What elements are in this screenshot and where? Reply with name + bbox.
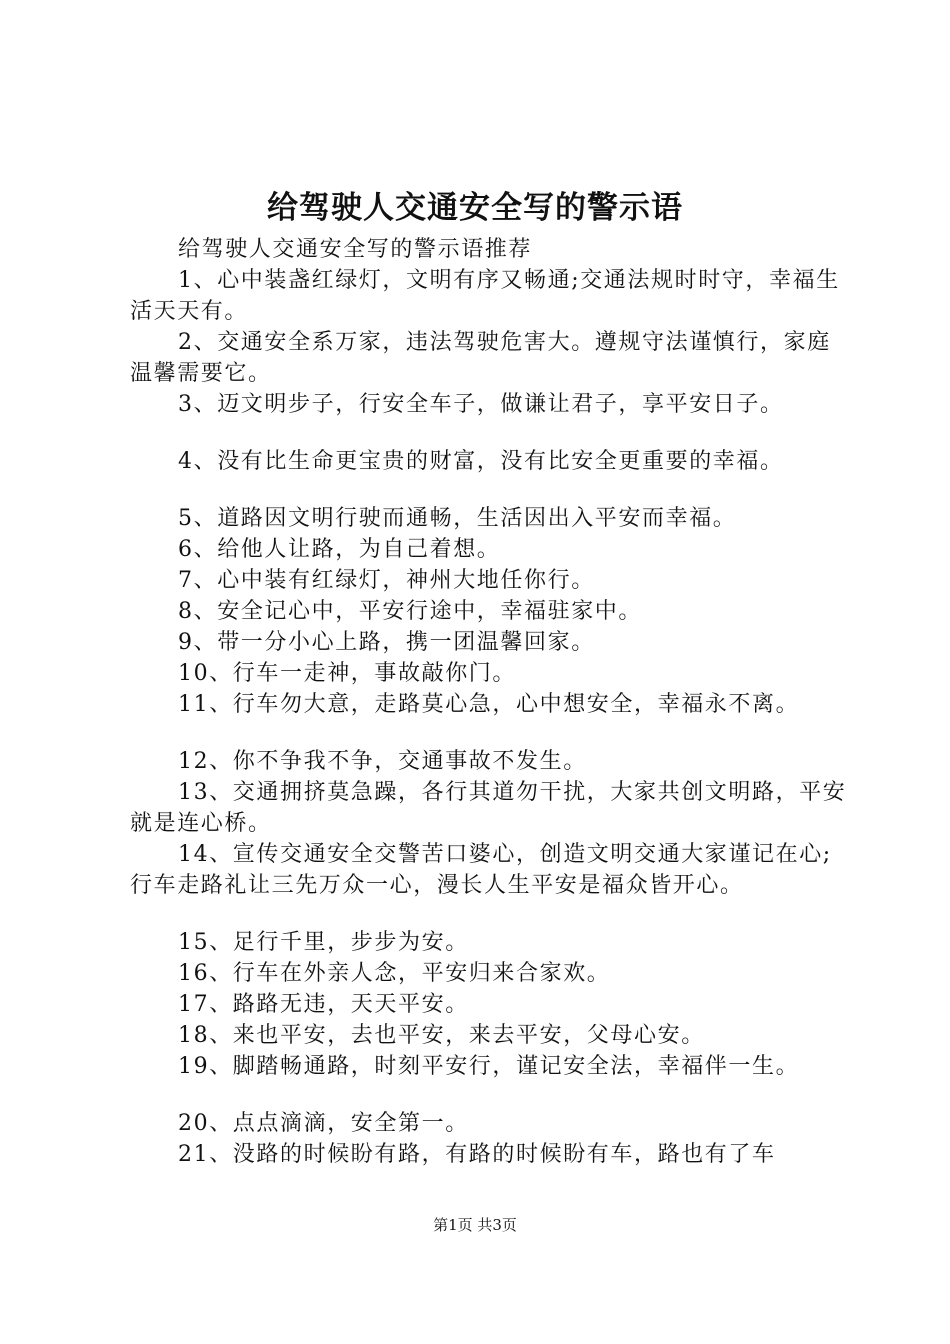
slogan-item: 17、路路无违，天天平安。 bbox=[178, 992, 469, 1017]
slogan-item: 11、行车勿大意，走路莫心急，心中想安全，幸福永不离。 bbox=[178, 692, 800, 717]
slogan-item: 5、道路因文明行驶而通畅，生活因出入平安而幸福。 bbox=[178, 506, 737, 531]
slogan-item: 8、安全记心中，平安行途中，幸福驻家中。 bbox=[178, 599, 642, 624]
slogan-item: 9、带一分小心上路，携一团温馨回家。 bbox=[178, 630, 595, 655]
slogan-item: 13、交通拥挤莫急躁，各行其道勿干扰，大家共创文明路，平安就是连心桥。 bbox=[130, 780, 847, 836]
slogan-item: 15、足行千里，步步为安。 bbox=[178, 930, 469, 955]
slogan-item: 18、来也平安，去也平安，来去平安，父母心安。 bbox=[178, 1023, 705, 1048]
slogan-item: 7、心中装有红绿灯，神州大地任你行。 bbox=[178, 568, 595, 593]
slogan-item: 21、没路的时候盼有路，有路的时候盼有车，路也有了车 bbox=[178, 1142, 776, 1167]
slogan-item: 10、行车一走神，事故敲你门。 bbox=[178, 661, 516, 686]
slogan-item: 6、给他人让路，为自己着想。 bbox=[178, 537, 501, 562]
slogan-item: 14、宣传交通安全交警苦口婆心，创造文明交通大家谨记在心;行车走路礼让三先万众一心，漫长人生平安是福众皆开心。 bbox=[130, 842, 832, 898]
page-number-footer: 第1页 共3页 bbox=[433, 1216, 517, 1234]
slogan-item: 4、没有比生命更宝贵的财富，没有比安全更重要的幸福。 bbox=[178, 449, 784, 474]
slogan-item: 16、行车在外亲人念，平安归来合家欢。 bbox=[178, 961, 611, 986]
slogan-item: 19、脚踏畅通路，时刻平安行，谨记安全法，幸福伴一生。 bbox=[178, 1054, 800, 1079]
slogan-item: 3、迈文明步子，行安全车子，做谦让君子，享平安日子。 bbox=[178, 392, 784, 417]
document-title: 给驾驶人交通安全写的警示语 bbox=[267, 190, 683, 226]
slogan-item: 2、交通安全系万家，违法驾驶危害大。遵规守法谨慎行，家庭温馨需要它。 bbox=[130, 330, 831, 386]
document-body bbox=[130, 234, 850, 1170]
slogan-item: 12、你不争我不争，交通事故不发生。 bbox=[178, 749, 587, 774]
slogan-item: 1、心中装盏红绿灯，文明有序又畅通;交通法规时时守，幸福生活天天有。 bbox=[130, 268, 840, 324]
slogan-item: 20、点点滴滴，安全第一。 bbox=[178, 1111, 469, 1136]
intro-paragraph: 给驾驶人交通安全写的警示语推荐 bbox=[178, 237, 533, 262]
